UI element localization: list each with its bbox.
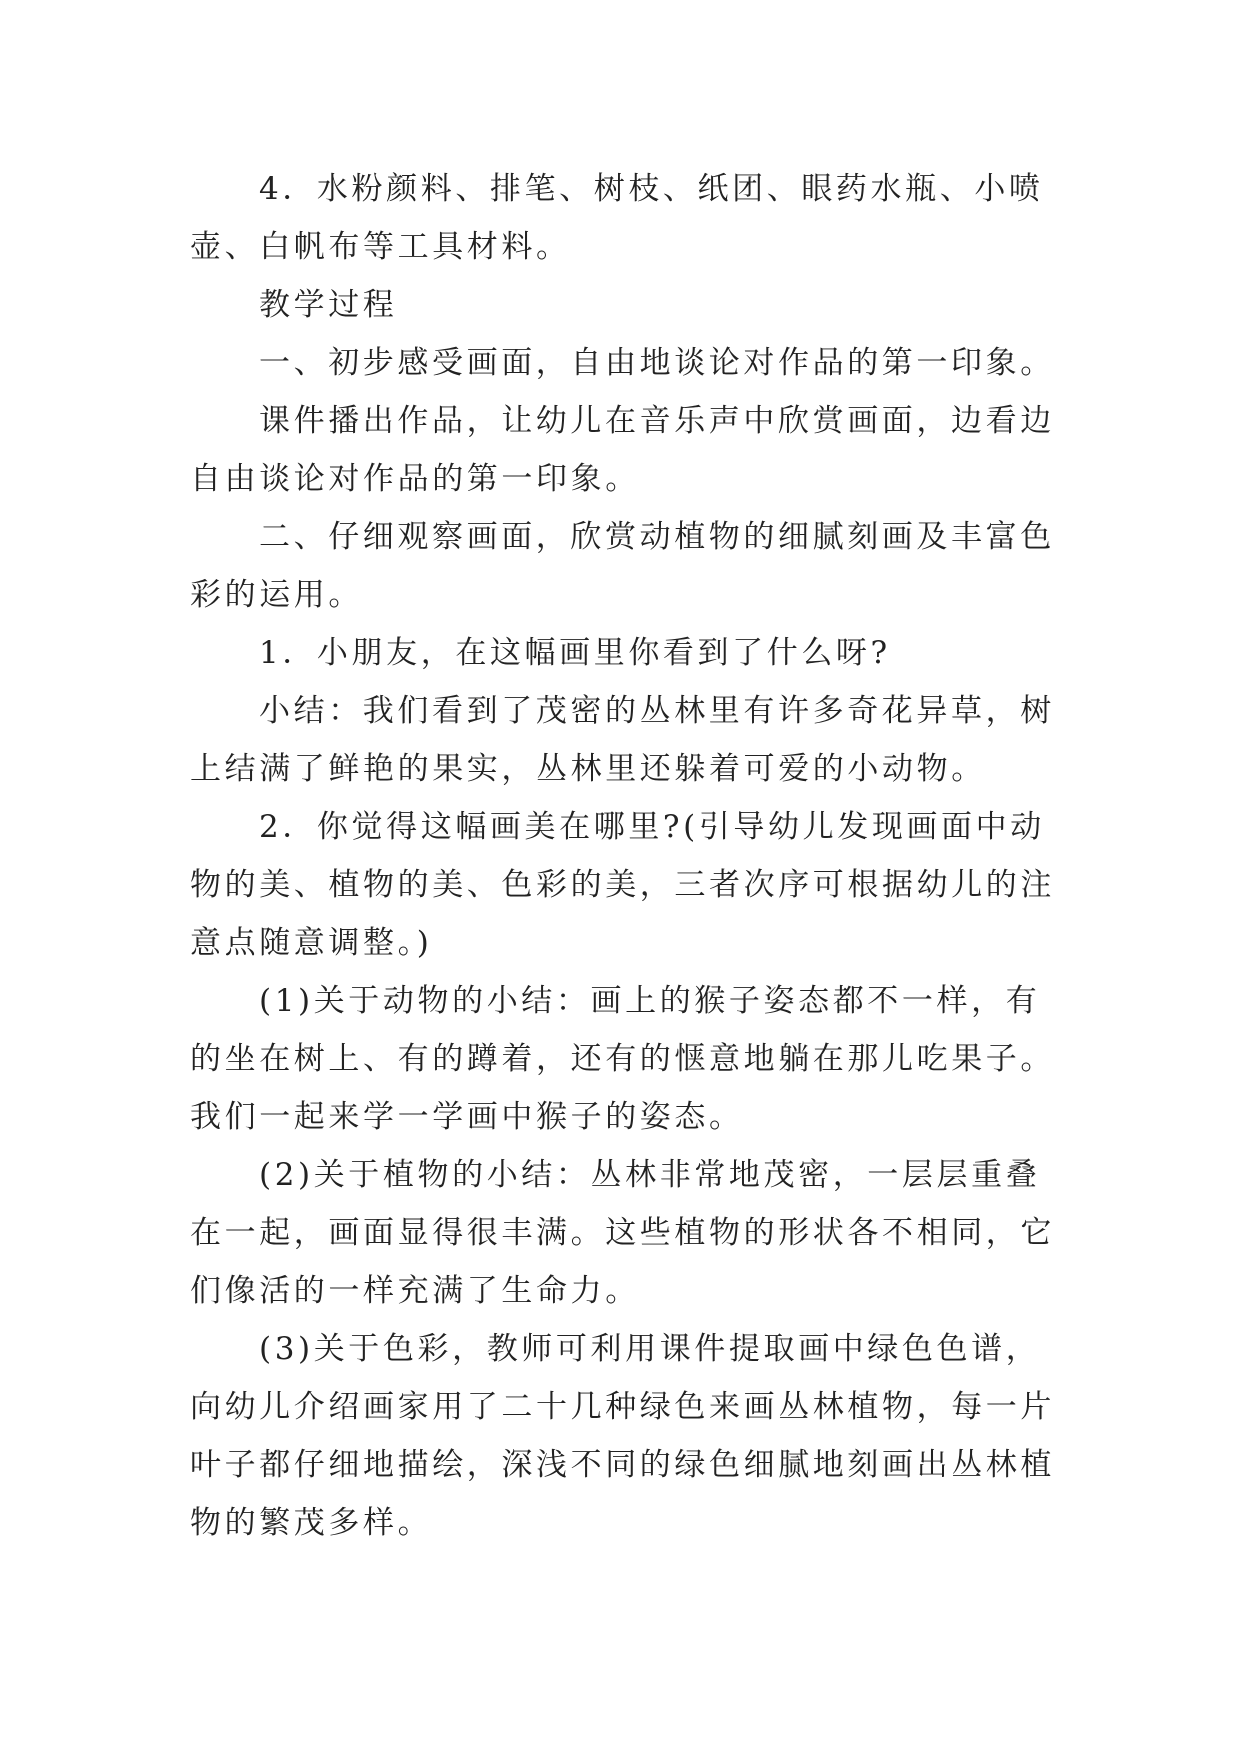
section-heading-2: 二、仔细观察画面，欣赏动植物的细腻刻画及丰富色彩的运用。 (190, 519, 1055, 613)
summary-1: 小结：我们看到了茂密的丛林里有许多奇花异草，树上结满了鲜艳的果实，丛林里还躲着可爱的小动物。 (190, 693, 1055, 787)
summary-colors: (3)关于色彩，教师可利用课件提取画中绿色色谱，向幼儿介绍画家用了二十几种绿色来画丛林植物，每一片叶子都仔细地描绘，深浅不同的绿色细腻地刻画出丛林植物的繁茂多样。 (190, 1331, 1055, 1541)
document-body (190, 160, 1070, 1552)
summary-animals: (1)关于动物的小结：画上的猴子姿态都不一样，有的坐在树上、有的蹲着，还有的惬意地躺在那儿吃果子。我们一起来学一学画中猴子的姿态。 (190, 983, 1055, 1135)
section-heading-1: 一、初步感受画面，自由地谈论对作品的第一印象。 (259, 345, 1055, 381)
paragraph-materials: 4．水粉颜料、排笔、树枝、纸团、眼药水瓶、小喷壶、白帆布等工具材料。 (190, 171, 1044, 265)
question-1: 1．小朋友，在这幅画里你看到了什么呀? (259, 635, 891, 671)
heading-teaching-process: 教学过程 (259, 287, 398, 323)
paragraph-section-1: 课件播出作品，让幼儿在音乐声中欣赏画面，边看边自由谈论对作品的第一印象。 (190, 403, 1055, 497)
summary-plants: (2)关于植物的小结：丛林非常地茂密，一层层重叠在一起，画面显得很丰满。这些植物的形状各不相同，它们像活的一样充满了生命力。 (190, 1157, 1055, 1309)
question-2: 2．你觉得这幅画美在哪里?(引导幼儿发现画面中动物的美、植物的美、色彩的美，三者次序可根据幼儿的注意点随意调整。) (190, 809, 1055, 961)
